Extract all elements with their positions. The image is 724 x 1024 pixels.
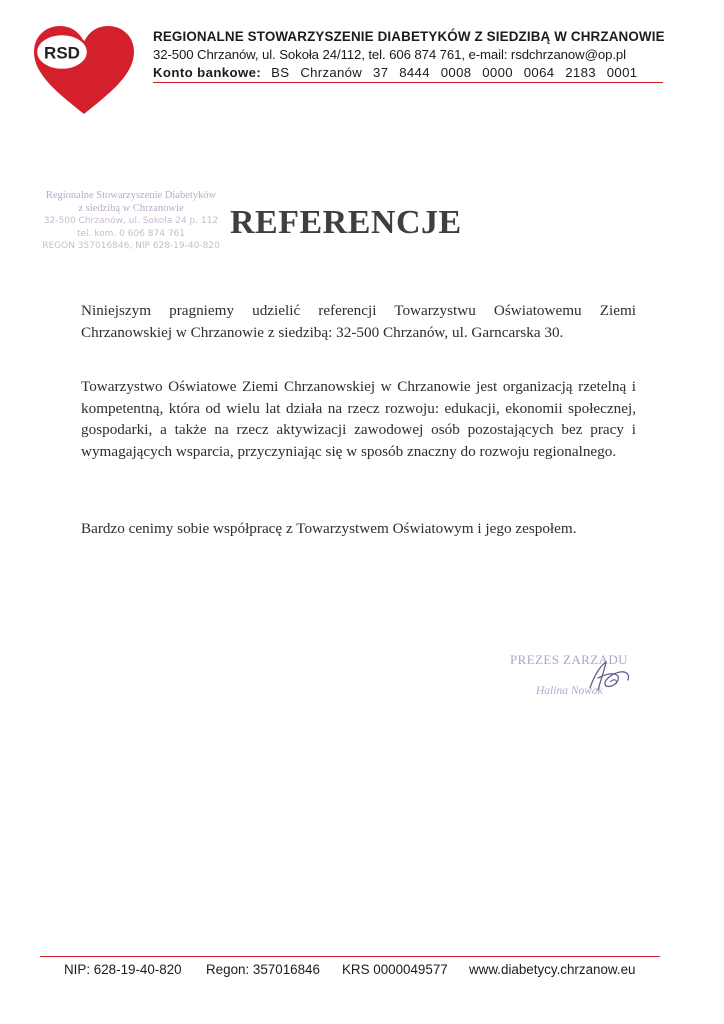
paragraph: Bardzo cenimy sobie współpracę z Towarzystwem Oświatowym i jego zespołem. (81, 520, 577, 537)
footer-website: www.diabetycy.chrzanow.eu (469, 962, 636, 977)
bank-account-line (153, 64, 653, 82)
rsd-heart-logo (32, 24, 136, 116)
paragraph: Towarzystwo Oświatowe Ziemi Chrzanowskiej w Chrzanowie jest organizacją rzetelną i kompetentną, która od wielu lat działa na rzecz rozwoju: edukacji, ekonomii społecznej, gospodarki, a także na rzecz aktywizacji zawodowej osób pozostających bez pracy i wymagających wsparcia, przyczyniając się w sposób znaczny do rozwoju regionalnego. (81, 378, 636, 460)
footer-nip: NIP: 628-19-40-820 (64, 962, 182, 977)
organization-stamp (26, 190, 236, 253)
stamp-line: z siedzibą w Chrzanowie (78, 202, 184, 214)
bank-account-label: Konto bankowe: (153, 65, 262, 80)
document-title: REFERENCJE (230, 204, 462, 241)
organization-name: REGIONALNE STOWARZYSZENIE DIABETYKÓW Z SIEDZIBĄ W CHRZANOWIE (153, 29, 665, 44)
paragraph: Niniejszym pragniemy udzielić referencji Towarzystwu Oświatowemu Ziemi Chrzanowskiej w Chrzanowie z siedzibą: 32-500 Chrzanów, ul. Garncarska 30. (81, 302, 636, 341)
stamp-line: tel. kom. 0 606 874 761 (76, 228, 186, 239)
stamp-line: 32-500 Chrzanów, ul. Sokoła 24 p. 112 (43, 216, 219, 226)
organization-address: 32-500 Chrzanów, ul. Sokoła 24/112, tel. 606 874 761, e-mail: rsdchrzanow@op.pl (153, 47, 626, 62)
stamp-line: REGON 357016846, NIP 628-19-40-820 (42, 241, 220, 251)
logo-text: RSD (44, 43, 80, 63)
bank-account-number: BS Chrzanów 37 8444 0008 0000 0064 2183 0001 (271, 65, 638, 80)
footer-krs: KRS 0000049577 (342, 962, 448, 977)
footer-divider (40, 956, 660, 957)
header-divider (153, 82, 663, 83)
signature-role: PREZES ZARZĄDU (510, 652, 628, 667)
signatory-name: Halina Nowak (536, 685, 603, 697)
signature-block (510, 652, 670, 712)
footer-regon: Regon: 357016846 (206, 962, 320, 977)
stamp-line: Regionalne Stowarzyszenie Diabetyków (45, 190, 217, 201)
letterhead (153, 28, 665, 82)
